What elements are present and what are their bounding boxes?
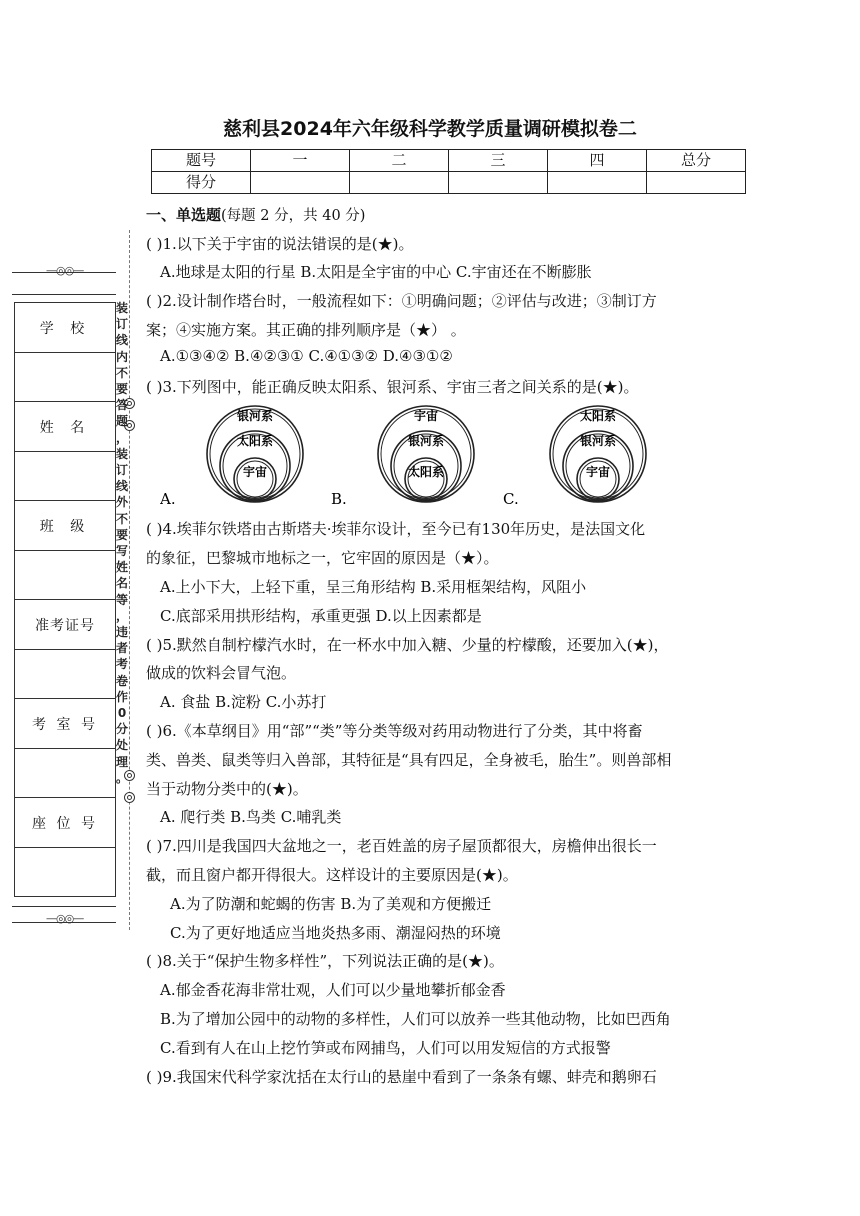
score-input-cell[interactable]: [449, 172, 548, 194]
option-line: A. 食盐 B.淀粉 C.小苏打: [160, 693, 327, 711]
score-input-cell[interactable]: [350, 172, 449, 194]
score-table: [151, 149, 746, 194]
q3-option-label: C.: [503, 490, 519, 508]
question-line: ( )1.以下关于宇宙的说法错误的是(★)。: [146, 235, 414, 253]
option-line: A.为了防潮和蛇蝎的伤害 B.为了美观和方便搬迁: [170, 895, 492, 913]
binding-notice-text: 装 订 线 内 不 要 答 题 ， 装 订 线 外 不 要 写 姓 名 等 ， 违 者 考 卷 作 0 分 处 理 。: [115, 301, 128, 785]
question-line: ( )2.设计制作塔台时，一般流程如下：①明确问题；②评估与改进；③制订方: [146, 292, 657, 310]
q3-ring-label: 银河系: [236, 409, 274, 423]
q3-diagram-row: [160, 402, 760, 510]
question-line: 案；④实施方案。其正确的排列顺序是（★） 。: [146, 321, 466, 339]
q3-option-label: A.: [160, 490, 176, 508]
score-input-cell[interactable]: [647, 172, 746, 194]
page-title: 慈利县2024年六年级科学教学质量调研模拟卷二: [223, 118, 637, 140]
score-table-header-row: [152, 150, 746, 172]
option-line: A.上小下大，上轻下重，呈三角形结构 B.采用框架结构，风阻小: [160, 578, 587, 596]
section-heading: [146, 204, 365, 225]
q3-ring-label: 太阳系: [236, 434, 274, 448]
q3-option-diagram: [160, 406, 303, 508]
score-header-cell: 四: [548, 150, 647, 172]
sidebar-top-ornament: —◎◎—: [46, 264, 84, 277]
question-line: ( )4.埃菲尔铁塔由古斯塔夫·埃菲尔设计，至今已有130年历史，是法国文化: [146, 520, 646, 538]
question-line: ( )7.四川是我国四大盆地之一，老百姓盖的房子屋顶都很大，房檐伸出很长一: [146, 837, 657, 855]
sidebar-bottom-ornament: —◎◎—: [46, 912, 84, 925]
name-label: 姓 名: [15, 402, 115, 452]
section-points: (每题 2 分，共 40 分): [221, 208, 366, 224]
option-line: A. 爬行类 B.鸟类 C.哺乳类: [160, 808, 342, 826]
question-line: 做成的饮料会冒气泡。: [146, 664, 297, 682]
option-line: C.看到有人在山上挖竹笋或布网捕鸟，人们可以用发短信的方式报警: [160, 1039, 611, 1057]
score-header-cell: 一: [251, 150, 350, 172]
score-table-score-row: [152, 172, 746, 194]
option-line: A.地球是太阳的行星 B.太阳是全宇宙的中心 C.宇宙还在不断膨胀: [160, 263, 592, 281]
question-line: ( )6.《本草纲目》用“部”“类”等分类等级对药用动物进行了分类，其中将畜: [146, 722, 643, 740]
sidebar-bottom-rule: [12, 922, 116, 923]
question-line: ( )3.下列图中，能正确反映太阳系、银河系、宇宙三者之间关系的是(★)。: [146, 378, 639, 396]
school-field[interactable]: [15, 353, 115, 402]
binding-notice: [112, 300, 132, 786]
score-input-cell[interactable]: [548, 172, 647, 194]
q3-ring-label: 太阳系: [579, 409, 617, 423]
binding-hole-icon: [124, 792, 135, 803]
exam-room-label: 考 室 号: [15, 699, 115, 749]
q3-ring-label: 宇宙: [413, 409, 439, 423]
score-header-cell: 总分: [647, 150, 746, 172]
q3-ring-label: 太阳系: [407, 465, 445, 479]
class-field[interactable]: [15, 551, 115, 600]
score-row-label: 得分: [152, 172, 251, 194]
q3-diagrams: [160, 402, 760, 510]
school-label: 学 校: [15, 303, 115, 353]
class-label: 班 级: [15, 501, 115, 551]
option-line: C.为了更好地适应当地炎热多雨、潮湿闷热的环境: [170, 924, 501, 942]
score-header-cell: 二: [350, 150, 449, 172]
name-field[interactable]: [15, 452, 115, 501]
question-line: ( )9.我国宋代科学家沈括在太行山的悬崖中看到了一条条有螺、蚌壳和鹅卵石: [146, 1068, 657, 1086]
question-line: 当于动物分类中的(★)。: [146, 780, 308, 798]
sidebar-fields-box: [14, 302, 116, 897]
score-input-cell[interactable]: [251, 172, 350, 194]
question-line: ( )5.默然自制柠檬汽水时，在一杯水中加入糖、少量的柠檬酸，还要加入(★)，: [146, 636, 669, 654]
q3-ring-label: 宇宙: [585, 465, 611, 479]
option-line: B.为了增加公园中的动物的多样性，人们可以放养一些其他动物，比如巴西角: [160, 1010, 671, 1028]
option-line: A.郁金香花海非常壮观，人们可以少量地攀折郁金香: [160, 981, 506, 999]
question-line: 的象征，巴黎城市地标之一，它牢固的原因是（★）。: [146, 549, 499, 567]
q3-ring-label: 银河系: [579, 434, 617, 448]
q3-option-diagram: [503, 406, 646, 508]
q3-ring-label: 宇宙: [242, 465, 268, 479]
exam-id-label: 准考证号: [15, 600, 115, 650]
q3-ring-label: 银河系: [407, 434, 445, 448]
q3-option-diagram: [331, 406, 474, 508]
option-line: C.底部采用拱形结构，承重更强 D.以上因素都是: [160, 607, 482, 625]
exam-id-field[interactable]: [15, 650, 115, 699]
binding-sidebar: [12, 264, 116, 928]
score-header-cell: 三: [449, 150, 548, 172]
seat-label: 座 位 号: [15, 798, 115, 848]
sidebar-rule: [12, 294, 116, 295]
question-line: 类、兽类、鼠类等归入兽部，其特征是“具有四足，全身被毛，胎生”。则兽部相: [146, 751, 672, 769]
score-header-cell: 题号: [152, 150, 251, 172]
sidebar-rule: [12, 906, 116, 907]
question-line: ( )8.关于“保护生物多样性”，下列说法正确的是(★)。: [146, 952, 504, 970]
seat-field[interactable]: [15, 848, 115, 896]
question-line: 截，而且窗户都开得很大。这样设计的主要原因是(★)。: [146, 866, 518, 884]
section-title: 一、单选题: [146, 206, 222, 224]
option-line: A.①③④② B.④②③① C.④①③② D.④③①②: [160, 347, 453, 365]
exam-room-field[interactable]: [15, 749, 115, 798]
q3-option-label: B.: [331, 490, 347, 508]
